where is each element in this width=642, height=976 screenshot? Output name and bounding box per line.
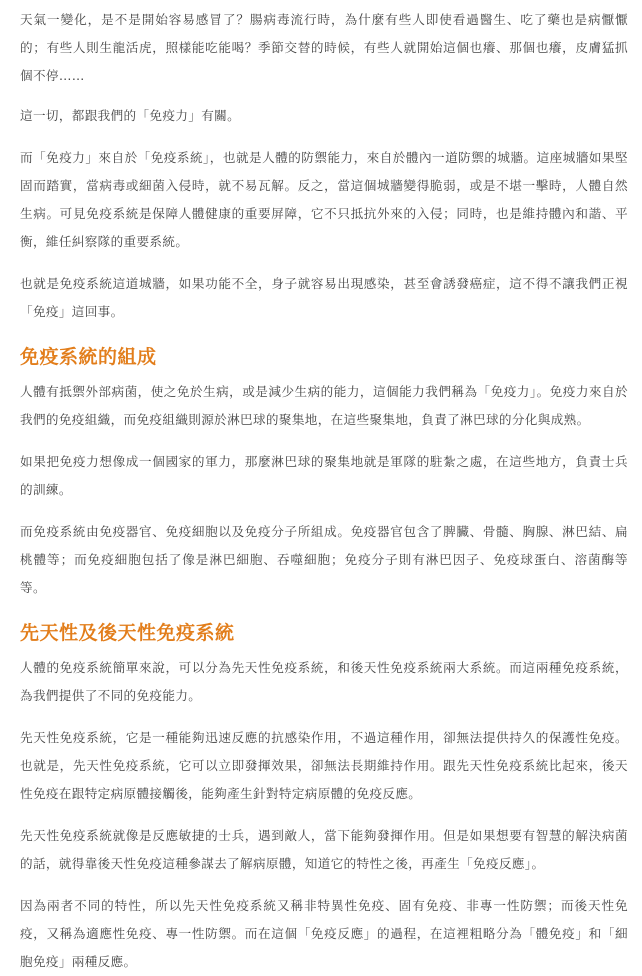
intro-paragraph: 天氣一變化，是不是開始容易感冒了？腸病毒流行時，為什麼有些人即使看過醫生、吃了藥也是病懨懨的；有些人則生龍活虎，照樣能吃能喝？季節交替的時候，有些人就開始這個也癢、那個也癢，皮膚猛抓個不停…… <box>20 12 628 83</box>
paragraph-army-analogy: 如果把免疫力想像成一個國家的軍力，那麼淋巴球的聚集地就是軍隊的駐紮之處，在這些地方，負責士兵的訓練。 <box>20 454 628 497</box>
paragraph-immunity-source: 人體有抵禦外部病菌，使之免於生病，或是減少生病的能力，這個能力我們稱為「免疫力」。免疫力來自於我們的免疫組織，而免疫組織則源於淋巴球的聚集地，在這些聚集地，負責了淋巴球的分化與成熟。 <box>20 384 628 427</box>
paragraph-immune-importance: 也就是免疫系統這道城牆，如果功能不全，身子就容易出現感染，甚至會誘發癌症，這不得不讓我們正視「免疫」這回事。 <box>20 276 628 319</box>
paragraph-immune-parts: 而免疫系統由免疫器官、免疫細胞以及免疫分子所組成。免疫器官包含了脾臟、骨髓、胸腺、淋巴結、扁桃體等；而免疫細胞包括了像是淋巴細胞、吞噬細胞；免疫分子則有淋巴因子、免疫球蛋白、溶菌酶等等。 <box>20 524 628 595</box>
section-heading-innate-adaptive: 先天性及後天性免疫系統 <box>20 622 235 644</box>
paragraph-immune-wall: 而「免疫力」來自於「免疫系統」，也就是人體的防禦能力，來自於體內一道防禦的城牆。這座城牆如果堅固而踏實，當病毒或細菌入侵時，就不易瓦解。反之，當這個城牆變得脆弱，或是不堪一擊時，人體自然生病。可見免疫系統是保障人體健康的重要屏障，它不只抵抗外來的入侵；同時，也是維持體內和諧、平衡，維任糾察隊的重要系統。 <box>20 150 628 249</box>
paragraph-soldier-analogy: 先天性免疫系統就像是反應敏捷的士兵，遇到敵人，當下能夠發揮作用。但是如果想要有智慧的解決病菌的話，就得靠後天性免疫這種參謀去了解病原體，知道它的特性之後，再產生「免疫反應」。 <box>20 828 628 871</box>
section-heading-immune-composition: 免疫系統的組成 <box>20 346 157 368</box>
paragraph-innate-immunity: 先天性免疫系統，它是一種能夠迅速反應的抗感染作用，不過這種作用，卻無法提供持久的保護性免疫。也就是，先天性免疫系統，它可以立即發揮效果，卻無法長期維持作用。跟先天性免疫系統比起來，後天性免疫在跟特定病原體接觸後，能夠產生針對特定病原體的免疫反應。 <box>20 730 628 801</box>
paragraph-immune-response: 因為兩者不同的特性，所以先天性免疫系統又稱非特異性免疫、固有免疫、非專一性防禦；而後天性免疫，又稱為適應性免疫、專一性防禦。而在這個「免疫反應」的過程，在這裡粗略分為「體免疫」和「細胞免疫」兩種反應。 <box>20 898 628 969</box>
paragraph-immunity-link: 這一切，都跟我們的「免疫力」有關。 <box>20 108 241 123</box>
paragraph-two-systems: 人體的免疫系統簡單來說，可以分為先天性免疫系統，和後天性免疫系統兩大系統。而這兩種免疫系統，為我們提供了不同的免疫能力。 <box>20 660 628 703</box>
